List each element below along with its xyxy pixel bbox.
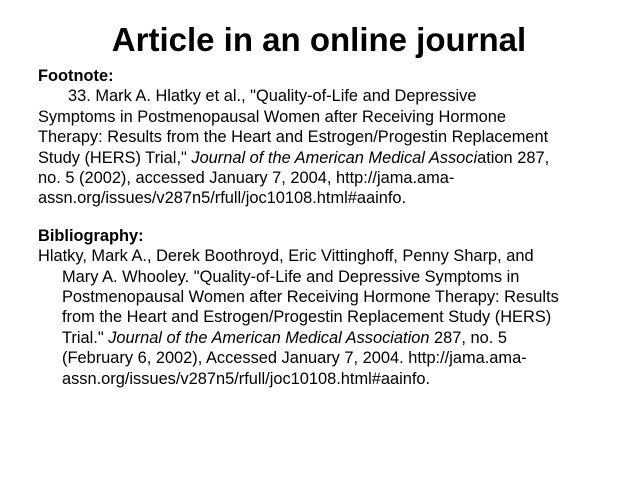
slide-title: Article in an online journal	[111, 21, 527, 58]
bibliography-url-text: assn.org/issues/v287n5/rfull/joc10108.html#aainfo.	[62, 369, 431, 388]
footnote-citation	[38, 86, 604, 208]
footnote-text: ation 287,	[477, 148, 550, 167]
footnote-text: Therapy: Results from the Heart and Estrogen/Progestin Replacement	[38, 128, 549, 147]
footnote-line	[38, 168, 604, 188]
bibliography-heading: Bibliography:	[38, 226, 144, 245]
bibliography-text: from the Heart and Estrogen/Progestin Replacement Study (HERS)	[62, 308, 552, 327]
bibliography-line	[62, 348, 604, 368]
bibliography-line	[62, 307, 604, 327]
slide-content	[38, 66, 604, 389]
footnote-url-text: assn.org/issues/v287n5/rfull/joc10108.html#aainfo.	[38, 189, 407, 208]
bibliography-citation	[38, 246, 604, 389]
footnote-text: Symptoms in Postmenopausal Women after Receiving Hormone	[38, 107, 506, 126]
journal-title: Journal of the American Medical Association	[108, 328, 430, 347]
bibliography-line	[62, 369, 604, 389]
bibliography-line	[62, 287, 604, 307]
journal-title: Journal of the American Medical Associ	[191, 148, 478, 167]
bibliography-text: Trial."	[62, 328, 109, 347]
bibliography-text: Hlatky, Mark A., Derek Boothroyd, Eric Vittinghoff, Penny Sharp, and	[38, 247, 534, 266]
footnote-text: Study (HERS) Trial,"	[38, 148, 192, 167]
footnote-line	[38, 148, 604, 168]
bibliography-line	[62, 267, 604, 287]
bibliography-line	[62, 328, 604, 348]
footnote-text: 33. Mark A. Hlatky et al., "Quality-of-Life and Depressive	[68, 87, 477, 106]
bibliography-line	[38, 246, 604, 266]
footnote-line	[38, 188, 604, 208]
footnote-line	[38, 86, 604, 106]
footnote-line	[38, 127, 604, 147]
footnote-line	[38, 107, 604, 127]
footnote-heading: Footnote:	[38, 67, 114, 85]
bibliography-text: Postmenopausal Women after Receiving Hormone Therapy: Results	[62, 288, 559, 307]
bibliography-text: (February 6, 2002), Accessed January 7, 2004. http://jama.ama-	[62, 349, 527, 368]
footnote-text: no. 5 (2002), accessed January 7, 2004, http://jama.ama-	[38, 169, 455, 188]
bibliography-text: Mary A. Whooley. "Quality-of-Life and Depressive Symptoms in	[62, 267, 520, 286]
bibliography-text: 287, no. 5	[429, 328, 507, 347]
